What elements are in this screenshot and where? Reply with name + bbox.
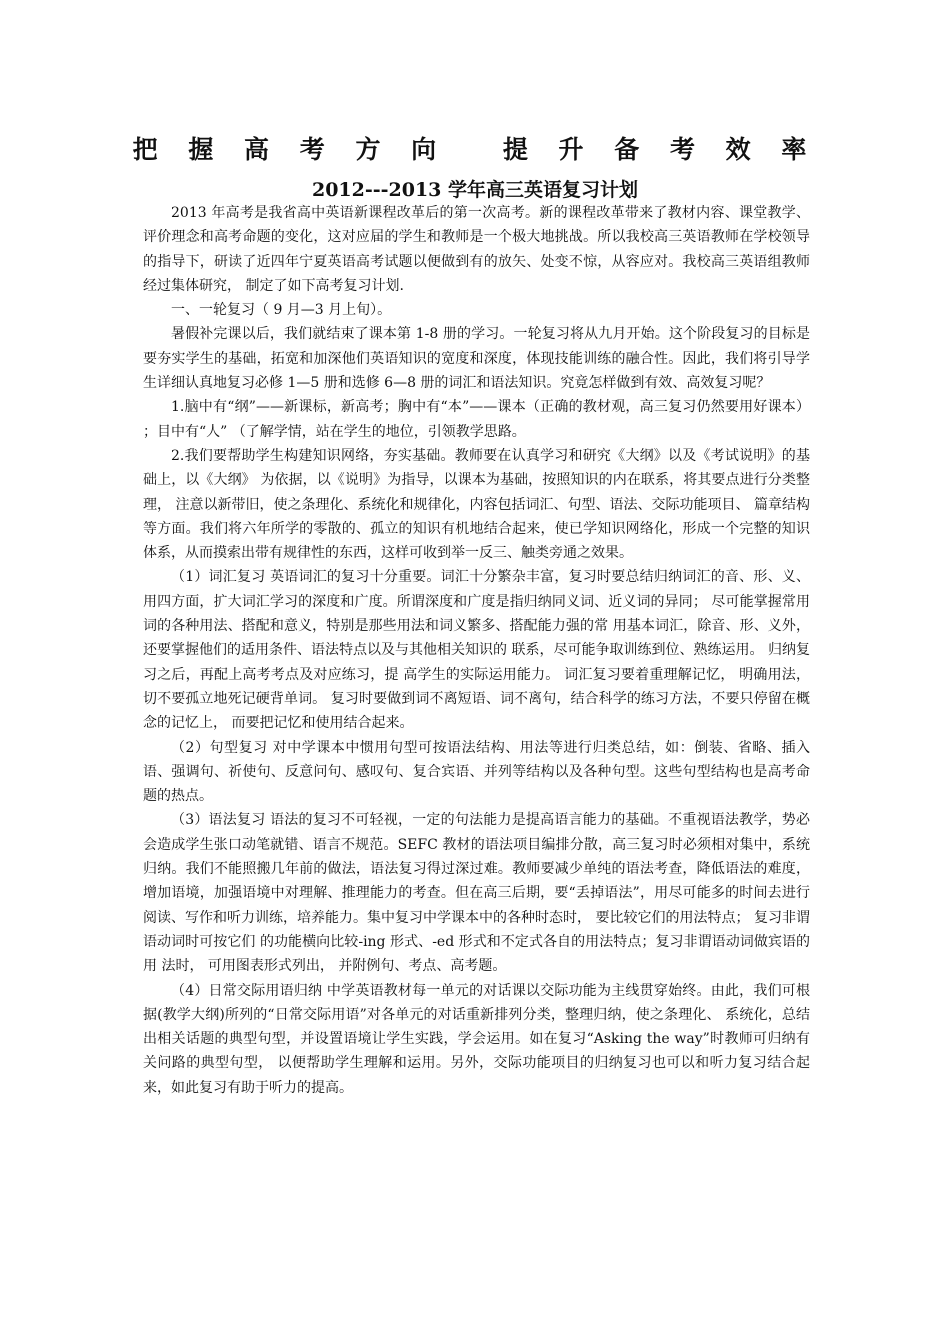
paragraph-point-2: 2.我们要帮助学生构建知识网络，夯实基础。教师要在认真学习和研究《大纲》以及《考试说明》的基础上，以《大纲》 为依据，以《说明》为指导，以课本为基础，按照知识的内在联系，将其要点进行分类整理， 注意以新带旧，使之条理化、系统化和规律化，内容包括词汇、句型、语法、交际功能项目、 篇章结构等方面。我们将六年所学的零散的、孤立的知识有机地结合起来，使已学知识网络化，形成一个完整的知识体系，从而摸索出带有规律性的东西，这样可收到举一反三、触类旁通之效果。 bbox=[143, 447, 810, 562]
paragraph-first-review: 暑假补完课以后，我们就结束了课本第 1-8 册的学习。一轮复习将从九月开始。这个阶段复习的目标是要夯实学生的基础，拓宽和加深他们英语知识的宽度和深度，体现技能训练的融合性。因此，我们将引导学生详细认真地复习必修 1—5 册和选修 6—8 册的词汇和语法知识。究竟怎样做到有效、高效复习呢？ bbox=[143, 326, 810, 392]
page-title: 把 握 高 考 方 向 提 升 备 考 效 率 bbox=[132, 135, 818, 164]
document-body bbox=[143, 201, 810, 1100]
section-heading-first-review: 一、一轮复习（ 9 月—3 月上旬）。 bbox=[171, 302, 392, 319]
paragraph-grammar-review: （3）语法复习 语法的复习不可轻视，一定的句法能力是提高语言能力的基础。不重视语法教学，势必会造成学生张口动笔就错、语言不规范。SEFC 教材的语法项目编排分散，高三复习时必须相对集中，系统归纳。我们不能照搬几年前的做法，语法复习得过深过难。教师要减少单纯的语法考查，降低语法的难度，增加语境，加强语境中对理解、推理能力的考查。但在高三后期，要“丢掉语法”，用尽可能多的时间去进行阅读、写作和听力训练，培养能力。集中复习中学课本中的各种时态时， 要比较它们的用法特点； 复习非谓语动词时可按它们 的功能横向比较-ing 形式、-ed 形式和不定式各自的用法特点；复习非谓语动词做宾语的用 法时， 可用图表形式列出， 并附例句、考点、高考题。 bbox=[143, 812, 810, 975]
paragraph-sentence-pattern-review: （2）句型复习 对中学课本中惯用句型可按语法结构、用法等进行归类总结，如：倒装、省略、插入 语、强调句、祈使句、反意问句、感叹句、复合宾语、并列等结构以及各种句型。这些句型结构也是高考命题的热点。 bbox=[143, 739, 810, 805]
page-subtitle: 2012---2013 学年高三英语复习计划 bbox=[311, 179, 639, 201]
paragraph-intro: 2013 年高考是我省高中英语新课程改革后的第一次高考。新的课程改革带来了教材内容、课堂教学、评价理念和高考命题的变化，这对应届的学生和教师是一个极大地挑战。所以我校高三英语教师在学校领导的指导下，研读了近四年宁夏英语高考试题以便做到有的放矢、处变不惊，从容应对。我校高三英语组教师经过集体研究， 制定了如下高考复习计划. bbox=[143, 205, 810, 294]
paragraph-vocabulary-review: （1）词汇复习 英语词汇的复习十分重要。词汇十分繁杂丰富，复习时要总结归纳词汇的音、形、义、 用四方面，扩大词汇学习的深度和广度。所谓深度和广度是指归纳同义词、近义词的异同； 尽可能掌握常用词的各种用法、搭配和意义，特别是那些用法和词义繁多、搭配能力强的常 用基本词汇，除音、形、义外，还要掌握他们的适用条件、语法特点以及与其他相关知识的 联系，尽可能争取训练到位、熟练运用。 归纳复习之后，再配上高考考点及对应练习，提 高学生的实际运用能力。 词汇复习要着重理解记忆， 明确用法， 切不要孤立地死记硬背单词。 复习时要做到词不离短语、词不离句，结合科学的练习方法，不要只停留在概念的记忆上， 而要把记忆和使用结合起来。 bbox=[143, 569, 810, 732]
paragraph-point-1: 1.脑中有“纲”——新课标，新高考；胸中有“本”——课本（正确的教材观，高三复习仍然要用好课本） ；目中有“人” （了解学情，站在学生的地位，引领教学思路。 bbox=[143, 399, 810, 440]
paragraph-daily-communication: （4）日常交际用语归纳 中学英语教材每一单元的对话课以交际功能为主线贯穿始终。由此，我们可根据(教学大纲)所列的“日常交际用语”对各单元的对话重新排列分类，整理归纳，使之条理化、 系统化，总结出相关话题的典型句型，并设置语境让学生实践，学会运用。如在复习“Asking the way”时教师可归纳有关问路的典型句型， 以便帮助学生理解和运用。另外，交际功能项目的归纳复习也可以和听力复习结合起来，如此复习有助于听力的提高。 bbox=[143, 982, 810, 1096]
